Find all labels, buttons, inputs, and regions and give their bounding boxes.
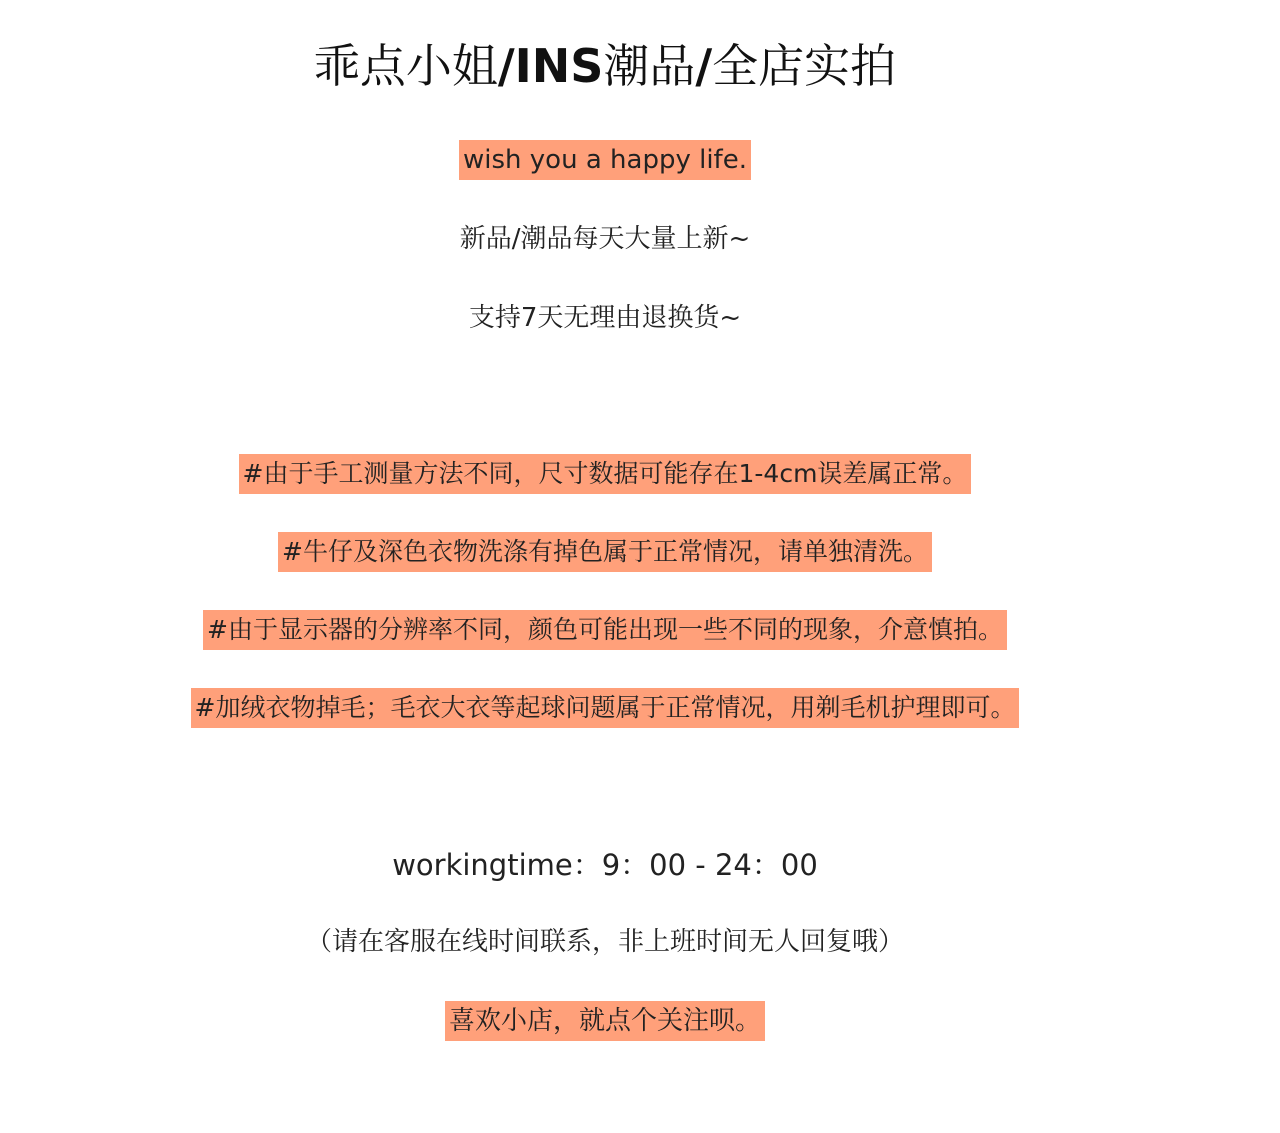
contact-note: （请在客服在线时间联系，非上班时间无人回复哦） [305, 927, 904, 957]
intro-return-policy: 支持7天无理由退换货~ [468, 303, 742, 333]
working-time: workingtime：9：00 - 24：00 [392, 848, 818, 882]
follow-prompt: 喜欢小店，就点个关注呗。 [445, 1001, 765, 1041]
notice-line-2 [0, 532, 1210, 572]
intro-new-arrivals: 新品/潮品每天大量上新~ [459, 224, 751, 254]
tagline-line [0, 140, 1210, 180]
page-title [0, 36, 1210, 96]
notice-line-4 [0, 688, 1210, 728]
title-trend: 潮品 [603, 39, 696, 93]
notice-line-1 [0, 454, 1210, 494]
notice-line-3 [0, 610, 1210, 650]
title-real-shot: 全店实拍 [712, 39, 897, 93]
follow-line [0, 1001, 1210, 1041]
tagline: wish you a happy life. [459, 140, 751, 180]
title-ins: /INS [497, 39, 604, 93]
title-slash: / [695, 39, 713, 93]
title-store-name: 乖点小姐 [313, 39, 498, 93]
notice-display-color: #由于显示器的分辨率不同，颜色可能出现一些不同的现象，介意慎拍。 [203, 610, 1007, 650]
notice-measurement: #由于手工测量方法不同，尺寸数据可能存在1-4cm误差属正常。 [239, 454, 972, 494]
notice-pilling: #加绒衣物掉毛；毛衣大衣等起球问题属于正常情况，用剃毛机护理即可。 [191, 688, 1020, 728]
notice-washing: #牛仔及深色衣物洗涤有掉色属于正常情况，请单独清洗。 [278, 532, 932, 572]
